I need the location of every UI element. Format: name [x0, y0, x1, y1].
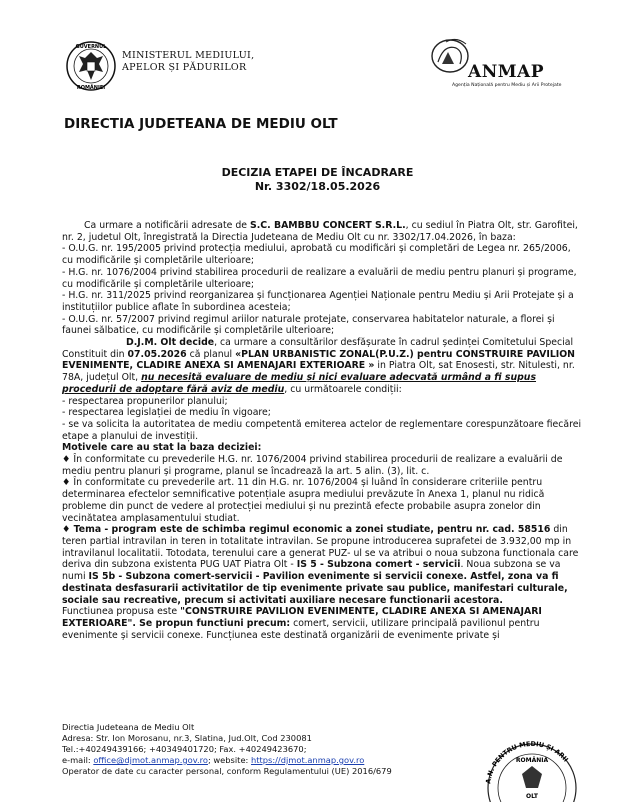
new-subzone: IS 5b - Subzona comert-servicii - Pavilion evenimente si servicii conexe. Astfel, zona va fi destinata desfasurarii activitatilor de tip evenimente private sau publice, manifestari culturale, sociale sau recreative, precum si activitati auxiliare necesare functionarii acestora.: [62, 571, 568, 606]
decision-text-b: că planul: [186, 348, 236, 360]
email-label: e-mail:: [62, 755, 94, 765]
decides-label: D.J.M. Olt decide: [126, 337, 215, 349]
decision-outcome: nu necesită evaluare de mediu și nici evaluare adecvată urmând a fi supus procedurii de adoptare fără aviz de mediu: [62, 372, 537, 395]
motive-1: ♦ În conformitate cu prevederile H.G. nr. 1076/2004 privind stabilirea procedurii de realizare a evaluării de mediu pentru planuri și programe, planul se încadrează la art. 5 alin. (3), lit. c.: [62, 454, 563, 477]
website-link[interactable]: https://djmot.anmap.gov.ro: [250, 755, 365, 765]
function-text-a: Functiunea propusa este: [62, 606, 181, 618]
condition-1: - respectarea propunerilor planului;: [62, 395, 228, 407]
ministry-line-1: MINISTERUL MEDIULUI,: [122, 50, 255, 61]
stamp-emblem-icon: [522, 766, 542, 788]
decision-number: Nr. 3302/18.05.2026: [254, 180, 381, 193]
plan-name: «PLAN URBANISTIC ZONAL(P.U.Z.) pentru CONSTRUIRE PAVILION EVENIMENTE, CLADIRE ANEXA SI AMENAJARI EXTERIOARE »: [62, 348, 576, 372]
motive-2: ♦ În conformitate cu prevederile art. 11 din H.G. nr. 1076/2004 și luând în considerare criteriile pentru determinarea efectelor semnificative potențiale asupra mediului prevăzute în Anexa 1, planul nu ridică probleme din punct de vedere al protecției mediului și nu prezintă efecte probabile asupra zonelor din vecinătatea amplasamentului studiat.: [62, 477, 545, 524]
footer-contact: [62, 755, 392, 766]
decision-body: [62, 220, 582, 641]
footer-phone: Tel.:+40249439166; +40349401720; Fax. +40249423670;: [62, 744, 307, 754]
ministry-line-2: APELOR ȘI PĂDURILOR: [122, 62, 247, 73]
stamp-text-top: ROMÂNIA: [515, 757, 549, 764]
decision-paragraph: [62, 337, 582, 396]
company-name: S.C. BAMBBU CONCERT S.R.L.: [250, 220, 406, 231]
condition-3: - se va solicita la autoritatea de mediu competentă emiterea actelor de reglementare corespunzătoare fiecărei etape a planului de investiții.: [62, 418, 582, 442]
theme-title: ♦ Tema - program este de schimba regimul economic a zonei studiate, pentru nr. cad. 58516: [62, 524, 551, 536]
intro-text-b: , cu sediul în Piatra Olt, str. Garofitei, nr. 2, judetul Olt, înregistrată la Directia Judeteana de Mediu Olt cu nr. 3302/17.04.2026, în baza:: [62, 220, 578, 243]
email-link[interactable]: office@djmot.anmap.gov.ro: [93, 755, 208, 765]
crest-text-bottom: ROMÂNIEI: [76, 85, 106, 91]
anmap-subtitle: Agenția Națională pentru Mediu și Arii Protejate: [452, 83, 562, 88]
decision-text-a: , ca urmare a consultărilor desfășurate în cadrul ședinței Comitetului Special Constituit din: [62, 337, 574, 360]
website-label: ; website:: [207, 755, 251, 765]
crest-text-top: GUVERNUL: [75, 44, 107, 50]
decision-text-c: in Piatra Olt, sat Enosesti, str. Nitulesti, nr. 78A, județul Olt,: [62, 360, 575, 384]
theme-paragraph: [62, 524, 582, 606]
government-crest-logo: [65, 40, 117, 92]
stamp-ring-text: A.N. PENTRU MEDIU ȘI ARII: [484, 739, 570, 785]
ministry-name: [122, 50, 254, 74]
organization-title: DIRECTIA JUDETEANA DE MEDIU OLT: [64, 116, 338, 132]
intro-text-a: Ca urmare a notificării adresate de: [84, 220, 251, 231]
theme-text-c: . Noua subzona se va numi: [62, 559, 561, 583]
decision-title: DECIZIA ETAPEI DE ÎNCADRARE: [221, 166, 414, 179]
footer-org: Directia Judeteana de Mediu Olt: [62, 722, 195, 732]
motives-title: Motivele care au stat la baza deciziei:: [62, 442, 262, 454]
committee-date: 07.05.2026: [127, 348, 187, 360]
function-name: "CONSTRUIRE PAVILION EVENIMENTE, CLADIRE ANEXA SI AMENAJARI EXTERIOARE". Se propun functiuni precum:: [62, 606, 542, 629]
intro-paragraph: [62, 220, 582, 243]
function-paragraph: [62, 606, 582, 641]
function-text-b: comert, servicii, utilizare principală pavilionul pentru evenimente și servicii conexe. Funcțiunea este destinată organizării de evenimente private și: [62, 617, 540, 641]
legal-basis-1: - O.U.G. nr. 195/2005 privind protecția mediului, aprobată cu modificări și completări de Legea nr. 265/2006, cu modificările și completările ulterioare;: [62, 243, 571, 267]
official-stamp: [470, 718, 590, 802]
decision-text-d: , cu următoarele condiții:: [284, 383, 402, 395]
condition-2: - respectarea legislației de mediu în vigoare;: [62, 407, 271, 419]
footer: [62, 722, 392, 777]
theme-text-a: din teren partial intravilan in teren in totalitate intravilan. Se propune introducerea suprafetei de 3.932,00 mp in intravilanul localitatii. Totodata, terenului care a generat PUZ- ul se va atribui o noua subzona functionala care deriva din subzona existenta PUG UAT Piatra Olt -: [62, 524, 579, 571]
existing-subzone: IS 5 - Subzona comert - servicii: [296, 559, 461, 571]
legal-basis-3: - H.G. nr. 311/2025 privind reorganizarea și funcționarea Agenției Naționale pentru Mediu și Arii Protejate și a instituțiilor publice aflate în subordinea acesteia;: [62, 290, 574, 313]
footer-address: Adresa: Str. Ion Morosanu, nr.3, Slatina, Jud.Olt, Cod 230081: [62, 733, 312, 743]
legal-basis-2: - H.G. nr. 1076/2004 privind stabilirea procedurii de realizare a evaluării de mediu pentru planuri și programe, cu modificările și completările ulterioare;: [62, 266, 577, 290]
stamp-text-bottom: OLT: [525, 793, 539, 800]
legal-basis-4: - O.U.G. nr. 57/2007 privind regimul ariilor naturale protejate, conservarea habitatelor naturale, a florei și faunei sălbatice, cu modificările și completările ulterioare;: [62, 313, 555, 337]
anmap-name: ANMAP: [468, 62, 545, 82]
footer-gdpr: Operator de date cu caracter personal, conform Regulamentului (UE) 2016/679: [62, 766, 392, 776]
